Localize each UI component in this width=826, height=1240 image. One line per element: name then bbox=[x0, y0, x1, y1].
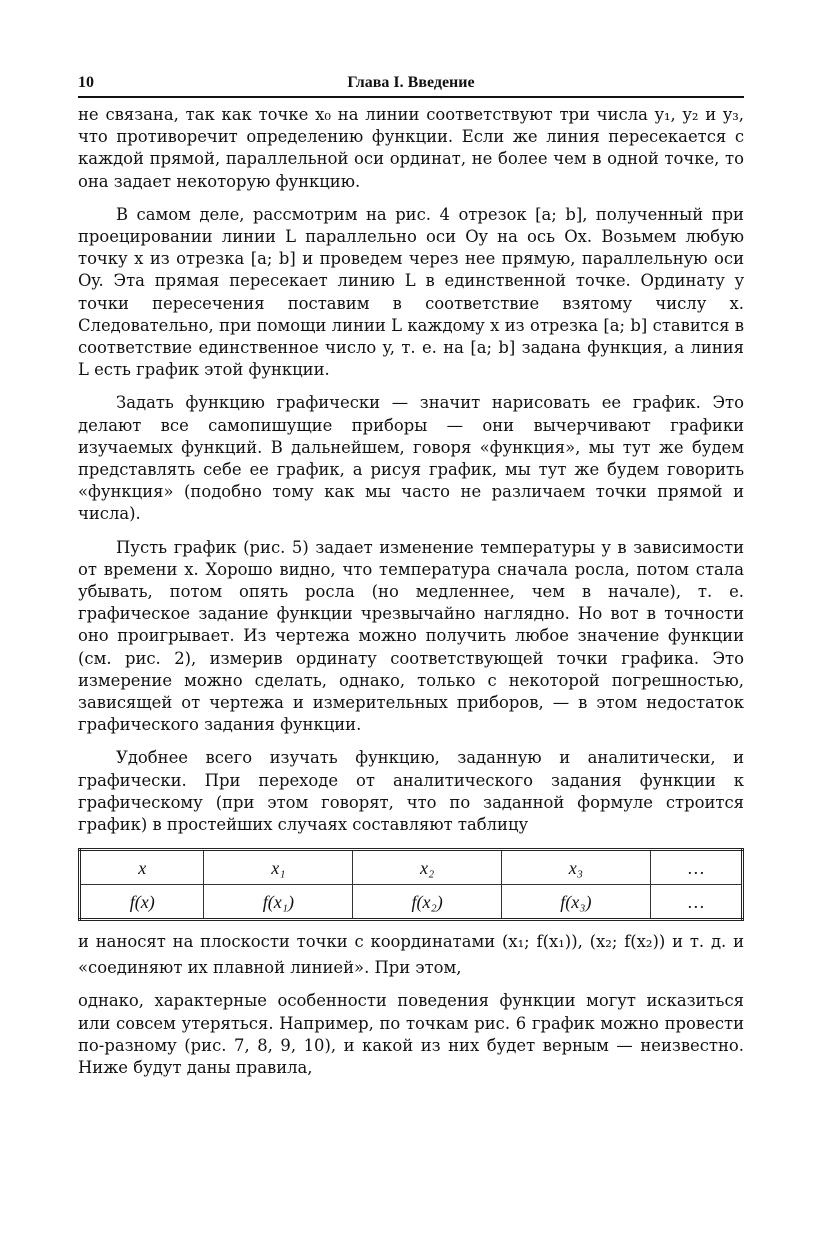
page-number: 10 bbox=[78, 74, 94, 91]
paragraph-4: Пусть график (рис. 5) задает изменение температуры y в зависимости от времени x. Хорошо видно, что температура сначала росла, потом стала убывать, потом опять росла (но медленнее, чем в начале), т. е. графическое задание функции чрезвычайно наглядно. Но вот в точности оно проигрывает. Из чертежа можно получить любое значение функции (см. рис. 2), измерив ординату соответствующей точки графика. Это измерение можно сделать, однако, только с некоторой погрешностью, зависящей от чертежа и измерительных приборов, — в этом недостаток графического задания функции. bbox=[78, 537, 744, 735]
table-row-values bbox=[80, 885, 743, 920]
table-cell: x bbox=[80, 850, 204, 885]
table-row-arguments bbox=[80, 850, 743, 885]
table-cell: f(x₃) bbox=[501, 885, 650, 920]
table-cell: x₁ bbox=[204, 850, 353, 885]
chapter-title: Глава I. Введение bbox=[347, 74, 475, 91]
table-cell: … bbox=[650, 885, 742, 920]
values-table bbox=[78, 848, 744, 921]
paragraph-3: Задать функцию графически — значит нарисовать ее график. Это делают все самопишущие приборы — они вычерчивают графики изучаемых функций. В дальнейшем, говоря «функция», мы тут же будем представлять себе ее график, а рисуя график, мы тут же будем говорить «функция» (подобно тому как мы часто не различаем точки прямой и числа). bbox=[78, 393, 744, 524]
table-cell: x₂ bbox=[353, 850, 502, 885]
table-cell: f(x₂) bbox=[353, 885, 502, 920]
table-cell: … bbox=[650, 850, 742, 885]
paragraph-1: не связана, так как точке x₀ на линии соответствуют три числа y₁, y₂ и y₃, что противоречит определению функции. Если же линия пересекается с каждой прямой, параллельной оси ординат, не более чем в одной точке, то она задает некоторую функцию. bbox=[78, 105, 744, 191]
table-cell: f(x) bbox=[80, 885, 204, 920]
paragraph-after-table-cont: однако, характерные особенности поведения функции могут исказиться или совсем утеряться. Например, по точкам рис. 6 график можно провести по-разному (рис. 7, 8, 9, 10), и какой из них будет верным — неизвестно. Ниже будут даны правила, bbox=[78, 991, 744, 1077]
table-cell: f(x₁) bbox=[204, 885, 353, 920]
table-cell: x₃ bbox=[501, 850, 650, 885]
running-header bbox=[78, 74, 744, 98]
paragraph-5: Удобнее всего изучать функцию, заданную и аналитически, и графически. При переходе от аналитического задания функции к графическому (при этом говорят, что по заданной формуле строится график) в простейших случаях составляют таблицу bbox=[78, 748, 744, 835]
paragraph-2: В самом деле, рассмотрим на рис. 4 отрезок [a; b], полученный при проецировании линии L параллельно оси Oy на ось Ox. Возьмем любую точку x из отрезка [a; b] и проведем через нее прямую, параллельную оси Oy. Эта прямая пересекает линию L в единственной точке. Ординату y точки пересечения поставим в соответствие взятому числу x. Следовательно, при помощи линии L каждому x из отрезка [a; b] ставится в соответствие единственное число y, т. е. на [a; b] задана функция, а линия L есть график этой функции. bbox=[78, 204, 744, 380]
page-body bbox=[78, 104, 744, 1090]
paragraph-after-table: и наносят на плоскости точки с координатами (x₁; f(x₁)), (x₂; f(x₂)) и т. д. и «соединяют их плавной линией». При этом, bbox=[78, 932, 744, 977]
